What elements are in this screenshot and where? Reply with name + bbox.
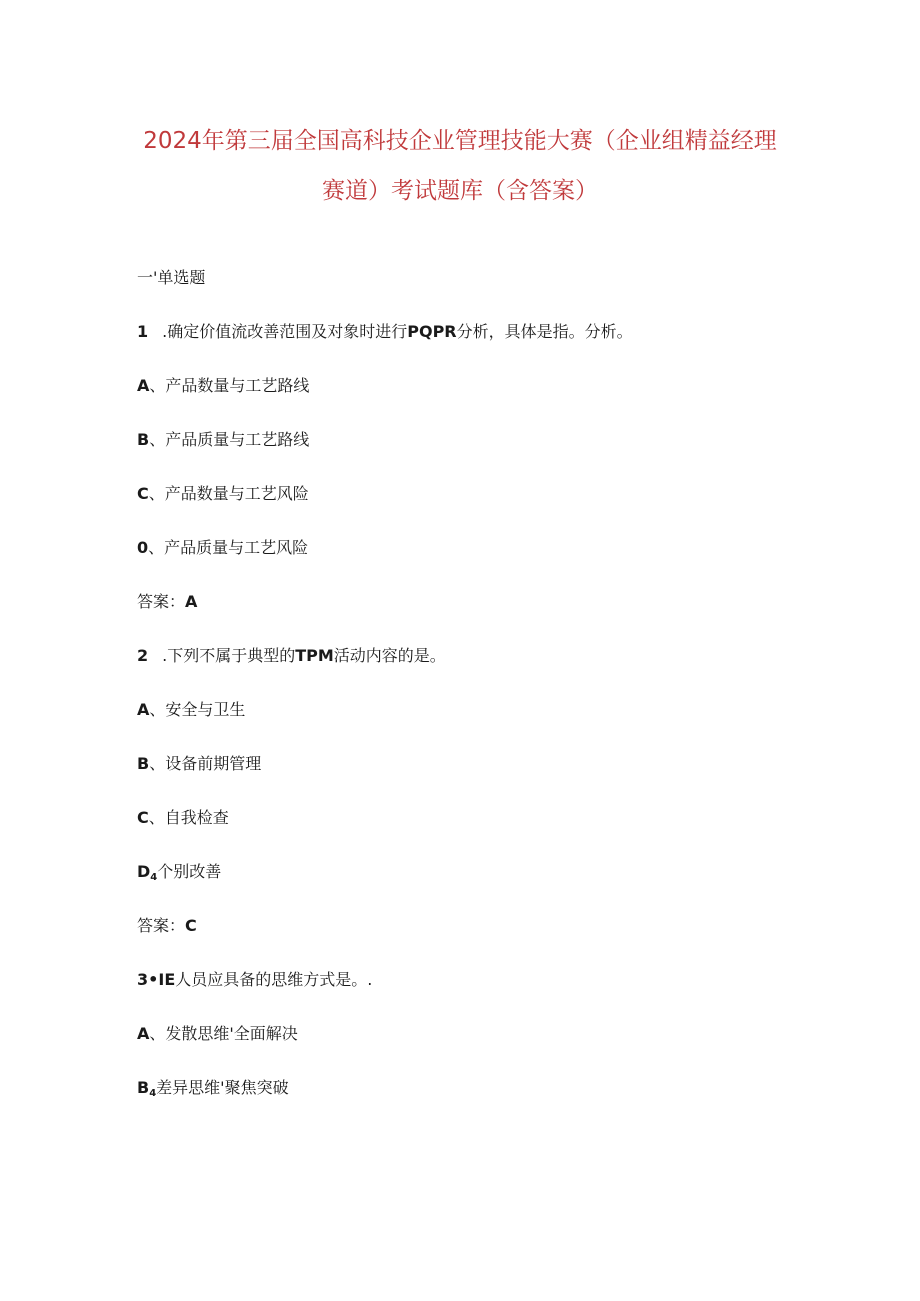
question-1-number: 1	[137, 322, 149, 341]
option-text: 产品质量与工艺风险	[164, 538, 309, 557]
question-3-number: 3•IE	[137, 970, 176, 989]
option-text: 个别改善	[157, 862, 222, 881]
question-3	[137, 970, 372, 990]
question-2-text-suffix: 活动内容的是。	[333, 646, 446, 665]
question-2	[137, 646, 446, 666]
question-1-option-c	[137, 484, 309, 504]
option-separator: 、	[149, 700, 166, 719]
option-text: 产品数量与工艺路线	[165, 376, 310, 395]
answer-label: 答案：	[137, 592, 186, 611]
option-separator: 、	[148, 484, 165, 503]
option-label: D	[137, 862, 151, 881]
question-2-text-prefix: .下列不属于典型的	[162, 646, 296, 665]
option-label: 0	[137, 538, 149, 557]
question-2-option-a	[137, 700, 245, 720]
option-text: 设备前期管理	[165, 754, 262, 773]
question-1-option-a	[137, 376, 309, 396]
question-2-option-d	[137, 862, 221, 888]
question-1	[137, 322, 633, 342]
answer-value: C	[185, 916, 197, 935]
document-title-line-1: 2024年第三届全国高科技企业管理技能大赛（企业组精益经理	[143, 128, 777, 154]
section-heading: 一'单选题	[137, 268, 206, 287]
question-2-answer	[137, 916, 197, 936]
option-separator: 、	[148, 538, 165, 557]
question-2-option-c	[137, 808, 229, 828]
option-text: 发散思维'全面解决	[165, 1024, 298, 1043]
option-separator: 、	[148, 808, 165, 827]
option-label: B	[137, 754, 150, 773]
option-label: A	[137, 1024, 150, 1043]
option-label: C	[137, 484, 149, 503]
question-1-text-suffix: 分析，具体是指。分析。	[456, 322, 633, 341]
option-label: C	[137, 808, 149, 827]
option-label: B	[137, 1078, 150, 1097]
answer-label: 答案：	[137, 916, 186, 935]
question-3-option-b	[137, 1078, 289, 1104]
option-text: 安全与卫生	[165, 700, 246, 719]
question-2-text-bold: TPM	[295, 646, 334, 665]
question-1-option-b	[137, 430, 309, 450]
option-label: A	[137, 700, 150, 719]
question-3-option-a	[137, 1024, 298, 1044]
document-title-line-2: 赛道）考试题库（含答案）	[322, 178, 598, 204]
option-separator: 、	[149, 1024, 166, 1043]
option-text: 自我检查	[164, 808, 229, 827]
question-1-option-d	[137, 538, 308, 558]
question-1-text-bold: PQPR	[407, 322, 457, 341]
option-label: A	[137, 376, 150, 395]
option-label: B	[137, 430, 150, 449]
answer-value: A	[185, 592, 198, 611]
question-3-text-suffix: 人员应具备的思维方式是。.	[175, 970, 373, 989]
option-separator: 、	[149, 430, 166, 449]
option-separator: 4	[150, 872, 158, 883]
question-2-option-b	[137, 754, 261, 774]
question-1-answer	[137, 592, 197, 612]
question-2-number: 2	[137, 646, 149, 665]
option-text: 产品质量与工艺路线	[165, 430, 310, 449]
option-separator: 、	[149, 754, 166, 773]
option-separator: 、	[149, 376, 166, 395]
option-text: 差异思维'聚焦突破	[156, 1078, 289, 1097]
option-text: 产品数量与工艺风险	[164, 484, 309, 503]
option-separator: 4	[149, 1088, 157, 1099]
question-1-text-prefix: .确定价值流改善范围及对象时进行	[162, 322, 408, 341]
